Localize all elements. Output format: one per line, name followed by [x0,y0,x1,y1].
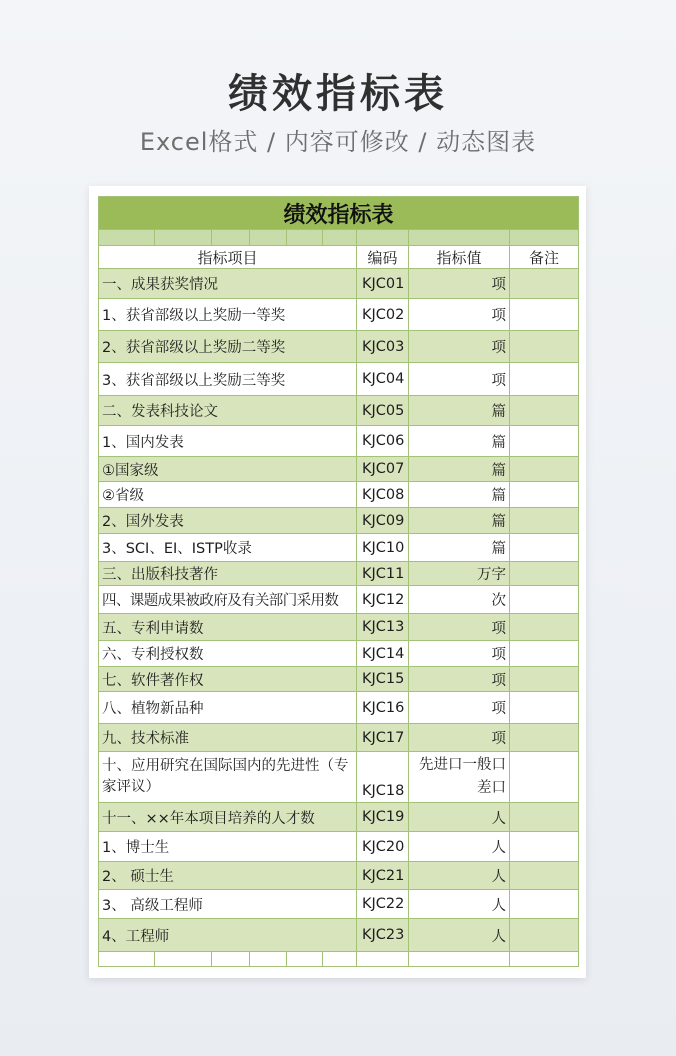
note-cell [510,919,579,952]
table-row [99,890,579,919]
code-cell: KJC13 [357,614,409,641]
note-cell [510,641,579,667]
spacer-row [99,230,579,246]
table-row [99,534,579,562]
value-cell: 项 [409,692,510,724]
value-cell: 篇 [409,508,510,534]
item-cell: ②省级 [99,482,357,508]
item-cell: ①国家级 [99,457,357,482]
table-row [99,363,579,396]
table-row [99,752,579,803]
table-row [99,457,579,482]
code-cell: KJC05 [357,396,409,426]
code-cell: KJC22 [357,890,409,919]
header-code: 编码 [357,246,409,269]
item-cell: 二、发表科技论文 [99,396,357,426]
value-cell: 项 [409,724,510,752]
note-cell [510,331,579,363]
table-row [99,862,579,890]
code-cell: KJC09 [357,508,409,534]
note-cell [510,562,579,586]
note-cell [510,457,579,482]
item-cell: 2、国外发表 [99,508,357,534]
table-row [99,562,579,586]
value-cell: 项 [409,331,510,363]
code-cell: KJC18 [357,752,409,803]
code-cell: KJC20 [357,832,409,862]
note-cell [510,363,579,396]
item-cell: 3、获省部级以上奖励三等奖 [99,363,357,396]
code-cell: KJC15 [357,667,409,692]
value-cell: 项 [409,299,510,331]
value-cell: 项 [409,363,510,396]
header-note: 备注 [510,246,579,269]
value-cell: 人 [409,890,510,919]
value-cell: 篇 [409,426,510,457]
table-row [99,426,579,457]
table-row [99,614,579,641]
item-cell: 六、专利授权数 [99,641,357,667]
note-cell [510,426,579,457]
item-cell: 九、技术标准 [99,724,357,752]
table-row [99,299,579,331]
table-row [99,692,579,724]
value-cell: 人 [409,919,510,952]
table-row [99,724,579,752]
note-cell [510,692,579,724]
item-cell: 三、出版科技著作 [99,562,357,586]
spreadsheet-preview [89,186,586,978]
item-cell: 五、专利申请数 [99,614,357,641]
note-cell [510,299,579,331]
note-cell [510,396,579,426]
value-cell: 万字 [409,562,510,586]
item-cell: 1、获省部级以上奖励一等奖 [99,299,357,331]
code-cell: KJC19 [357,803,409,832]
value-cell: 项 [409,667,510,692]
item-cell: 3、 高级工程师 [99,890,357,919]
table-row [99,586,579,614]
note-cell [510,586,579,614]
note-cell [510,862,579,890]
table-row [99,331,579,363]
code-cell: KJC07 [357,457,409,482]
code-cell: KJC23 [357,919,409,952]
item-cell: 2、获省部级以上奖励二等奖 [99,331,357,363]
code-cell: KJC01 [357,269,409,299]
value-cell: 项 [409,641,510,667]
code-cell: KJC11 [357,562,409,586]
note-cell [510,724,579,752]
table-row [99,919,579,952]
note-cell [510,614,579,641]
header-item: 指标项目 [99,246,357,269]
code-cell: KJC16 [357,692,409,724]
code-cell: KJC12 [357,586,409,614]
item-cell: 2、 硕士生 [99,862,357,890]
note-cell [510,667,579,692]
note-cell [510,752,579,803]
value-cell: 篇 [409,396,510,426]
item-cell: 3、SCI、EI、ISTP收录 [99,534,357,562]
note-cell [510,803,579,832]
sheet-title: 绩效指标表 [99,197,579,230]
item-cell: 1、国内发表 [99,426,357,457]
table-row [99,396,579,426]
item-cell: 1、博士生 [99,832,357,862]
table-row [99,667,579,692]
item-cell: 一、成果获奖情况 [99,269,357,299]
item-cell: 十、应用研究在国际国内的先进性（专家评议） [99,752,357,803]
item-cell: 4、工程师 [99,919,357,952]
value-cell: 次 [409,586,510,614]
value-cell: 项 [409,614,510,641]
value-cell: 人 [409,862,510,890]
header-value: 指标值 [409,246,510,269]
page-title: 绩效指标表 [228,71,448,117]
table-row [99,641,579,667]
value-cell: 人 [409,832,510,862]
value-cell: 先进口一般口差口 [409,752,510,803]
code-cell: KJC06 [357,426,409,457]
header-row [99,246,579,269]
note-cell [510,832,579,862]
code-cell: KJC10 [357,534,409,562]
value-cell: 篇 [409,534,510,562]
code-cell: KJC17 [357,724,409,752]
indicator-table [98,196,579,967]
note-cell [510,890,579,919]
table-row [99,508,579,534]
code-cell: KJC04 [357,363,409,396]
table-row [99,832,579,862]
value-cell: 篇 [409,457,510,482]
item-cell: 十一、××年本项目培养的人才数 [99,803,357,832]
code-cell: KJC21 [357,862,409,890]
value-cell: 项 [409,269,510,299]
table-row [99,803,579,832]
empty-row [99,952,579,967]
code-cell: KJC08 [357,482,409,508]
note-cell [510,482,579,508]
value-cell: 人 [409,803,510,832]
table-row [99,269,579,299]
table-row [99,482,579,508]
code-cell: KJC02 [357,299,409,331]
item-cell: 四、课题成果被政府及有关部门采用数 [99,586,357,614]
item-cell: 七、软件著作权 [99,667,357,692]
note-cell [510,508,579,534]
value-cell: 篇 [409,482,510,508]
note-cell [510,269,579,299]
code-cell: KJC14 [357,641,409,667]
page-subtitle: Excel格式 / 内容可修改 / 动态图表 [139,128,537,156]
code-cell: KJC03 [357,331,409,363]
item-cell: 八、植物新品种 [99,692,357,724]
note-cell [510,534,579,562]
